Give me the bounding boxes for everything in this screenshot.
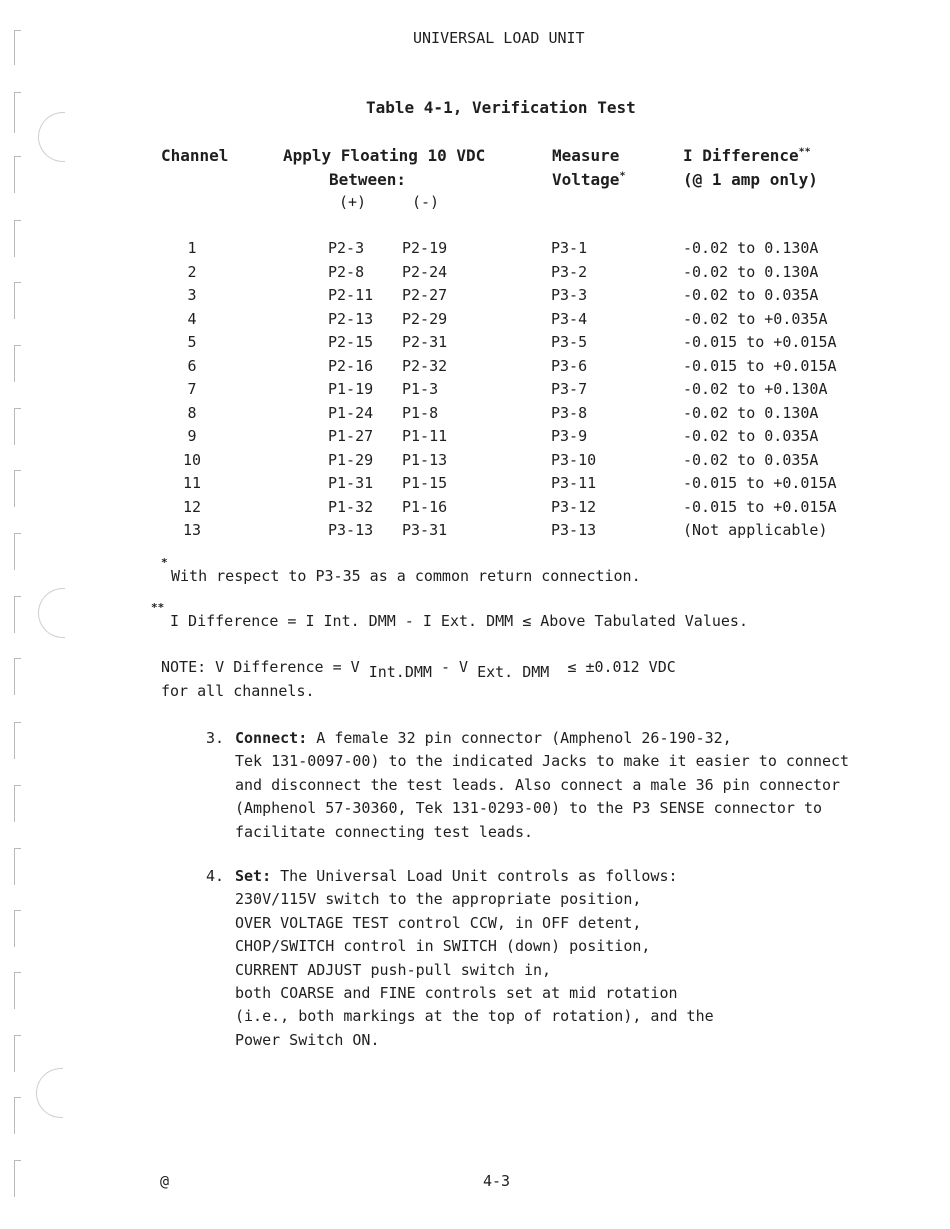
- cell-idiff-range: (Not applicable): [683, 521, 828, 539]
- cell-channel: 2: [187, 262, 197, 281]
- cell-minus-pin: P1-11: [402, 427, 448, 445]
- cell-minus-pin: P2-27: [402, 286, 448, 304]
- cell-idiff-range: -0.02 to 0.035A: [683, 450, 819, 469]
- cell-channel: 1: [187, 239, 197, 257]
- cell-plus-pin: P2-13: [328, 309, 374, 328]
- step-text: A female 32 pin connector (Amphenol 26-190-32,: [307, 729, 732, 747]
- cell-plus-pin: P3-13: [328, 521, 374, 539]
- page-header: UNIVERSAL LOAD UNIT: [413, 29, 585, 47]
- step-line: (i.e., both markings at the top of rotation), and the: [235, 1007, 714, 1026]
- cell-idiff-range: -0.02 to +0.035A: [683, 309, 828, 328]
- less-equal-symbol: ≤: [567, 658, 577, 676]
- cell-idiff-range: -0.02 to 0.130A: [683, 403, 819, 422]
- binder-mark: [14, 972, 21, 1009]
- cell-measure-pin: P3-4: [551, 309, 588, 328]
- page-number: 4-3: [483, 1172, 511, 1190]
- header-channel: Channel: [161, 146, 229, 165]
- footnote-double-text-a: I Difference = I Int. DMM - I Ext. DMM: [170, 612, 523, 630]
- cell-measure-pin: P3-10: [551, 450, 597, 469]
- cell-minus-pin: P2-31: [402, 333, 448, 351]
- measure-voltage-label: Voltage: [552, 170, 620, 189]
- less-equal-symbol: ≤: [522, 612, 532, 630]
- cell-idiff-range: -0.015 to +0.015A: [683, 333, 837, 351]
- cell-measure-pin: P3-11: [551, 474, 597, 492]
- header-measure-line2: [552, 170, 625, 189]
- cell-channel: 5: [187, 333, 197, 351]
- binder-mark: [14, 156, 21, 193]
- step-line: facilitate connecting test leads.: [235, 822, 534, 841]
- footnote-single-text: With respect to P3-35 as a common return connection.: [171, 567, 641, 585]
- header-minus: (-): [412, 193, 440, 211]
- note-sub-int: Int.DMM: [368, 663, 432, 681]
- cell-minus-pin: P2-32: [402, 356, 448, 375]
- cell-measure-pin: P3-3: [551, 286, 588, 304]
- step-line: Tek 131-0097-00) to the indicated Jacks to make it easier to connect: [235, 752, 850, 771]
- note-line1: [161, 658, 676, 681]
- cell-idiff-range: -0.02 to 0.130A: [683, 239, 819, 257]
- cell-plus-pin: P1-31: [328, 474, 374, 492]
- table-row: [0, 239, 950, 262]
- step-label: Set:: [235, 867, 272, 885]
- binder-mark: [14, 722, 21, 759]
- cell-idiff-range: -0.02 to +0.130A: [683, 380, 828, 398]
- cell-channel: 6: [187, 356, 197, 375]
- cell-channel: 3: [187, 286, 197, 304]
- cell-plus-pin: P1-29: [328, 450, 374, 469]
- step-number: 4.: [206, 867, 225, 885]
- cell-channel: 4: [187, 309, 197, 328]
- cell-idiff-range: -0.02 to 0.035A: [683, 427, 819, 445]
- binder-mark: [14, 910, 21, 947]
- note-text-c: ±0.012 VDC: [576, 658, 676, 676]
- cell-minus-pin: P2-29: [402, 309, 448, 328]
- cell-minus-pin: P1-16: [402, 497, 448, 516]
- footnote-single-mark: *: [161, 556, 168, 569]
- step-line: and disconnect the test leads. Also connect a male 36 pin connector: [235, 775, 841, 794]
- cell-plus-pin: P2-3: [328, 239, 365, 257]
- footer-symbol: @: [160, 1172, 170, 1190]
- cell-channel: 12: [182, 497, 202, 516]
- step-line: 230V/115V switch to the appropriate position,: [235, 890, 642, 909]
- header-idiff-line1: [683, 146, 811, 165]
- table-row: [0, 333, 950, 356]
- cell-minus-pin: P2-24: [402, 262, 448, 281]
- cell-minus-pin: P2-19: [402, 239, 448, 257]
- table-row: [0, 404, 950, 427]
- note-spacer: [549, 658, 567, 676]
- step-line: [235, 867, 678, 885]
- table-row: [0, 427, 950, 450]
- cell-idiff-range: -0.015 to +0.015A: [683, 356, 837, 375]
- step-text: The Universal Load Unit controls as follows:: [271, 867, 678, 885]
- step-label: Connect:: [235, 729, 308, 747]
- cell-plus-pin: P2-8: [328, 262, 365, 281]
- cell-idiff-range: -0.02 to 0.035A: [683, 286, 819, 304]
- cell-measure-pin: P3-13: [551, 521, 597, 539]
- step-line: [235, 729, 732, 747]
- cell-measure-pin: P3-5: [551, 333, 588, 351]
- cell-plus-pin: P1-32: [328, 497, 374, 516]
- header-idiff-line2: (@ 1 amp only): [683, 170, 818, 189]
- header-measure-line1: Measure: [552, 146, 620, 165]
- binder-mark: [14, 596, 21, 633]
- cell-channel: 10: [182, 450, 202, 469]
- footnote-double-text: [170, 612, 748, 630]
- header-plus: (+): [339, 193, 367, 211]
- table-row: [0, 521, 950, 544]
- step-line: CHOP/SWITCH control in SWITCH (down) position,: [235, 937, 651, 956]
- note-text-a: NOTE: V Difference = V: [161, 658, 369, 676]
- binder-mark: [14, 92, 21, 133]
- cell-minus-pin: P1-8: [402, 403, 439, 422]
- cell-plus-pin: P1-27: [328, 427, 374, 445]
- cell-minus-pin: P1-13: [402, 450, 448, 469]
- table-row: [0, 263, 950, 286]
- table-title: Table 4-1, Verification Test: [366, 98, 636, 117]
- table-row: [0, 380, 950, 403]
- cell-plus-pin: P1-19: [328, 380, 374, 398]
- cell-idiff-range: -0.015 to +0.015A: [683, 474, 837, 492]
- cell-channel: 9: [187, 427, 197, 445]
- cell-channel: 8: [187, 403, 197, 422]
- note-line2: for all channels.: [161, 682, 315, 700]
- binder-hole: [38, 588, 65, 638]
- footnote-mark-single: *: [619, 170, 626, 182]
- table-row: [0, 310, 950, 333]
- cell-measure-pin: P3-6: [551, 356, 588, 375]
- footnote-mark-double: **: [798, 146, 811, 158]
- cell-minus-pin: P1-3: [402, 380, 439, 398]
- cell-minus-pin: P3-31: [402, 521, 448, 539]
- header-apply-line2: Between:: [329, 170, 407, 189]
- step-line: (Amphenol 57-30360, Tek 131-0293-00) to the P3 SENSE connector to: [235, 799, 822, 818]
- cell-idiff-range: -0.015 to +0.015A: [683, 497, 837, 516]
- step-line: OVER VOLTAGE TEST control CCW, in OFF detent,: [235, 913, 642, 932]
- footnote-double-mark: **: [151, 601, 165, 614]
- cell-plus-pin: P1-24: [328, 403, 374, 422]
- note-sub-ext: Ext. DMM: [477, 663, 550, 681]
- binder-mark: [14, 785, 21, 822]
- binder-mark: [14, 1160, 21, 1197]
- table-row: [0, 451, 950, 474]
- binder-mark: [14, 658, 21, 695]
- cell-plus-pin: P2-16: [328, 356, 374, 375]
- step-line: CURRENT ADJUST push-pull switch in,: [235, 960, 552, 979]
- step-line: both COARSE and FINE controls set at mid rotation: [235, 984, 678, 1002]
- cell-measure-pin: P3-7: [551, 380, 588, 398]
- binder-mark: [14, 1097, 21, 1134]
- cell-channel: 13: [182, 521, 202, 539]
- cell-minus-pin: P1-15: [402, 474, 448, 492]
- step-number: 3.: [206, 729, 225, 747]
- cell-measure-pin: P3-2: [551, 262, 588, 281]
- binder-hole: [38, 112, 65, 162]
- cell-measure-pin: P3-1: [551, 239, 588, 257]
- table-row: [0, 474, 950, 497]
- cell-measure-pin: P3-9: [551, 427, 588, 445]
- note-text-b: - V: [431, 658, 478, 676]
- step-line: Power Switch ON.: [235, 1030, 380, 1049]
- table-row: [0, 286, 950, 309]
- cell-channel: 7: [187, 380, 197, 398]
- cell-channel: 11: [182, 474, 202, 492]
- binder-mark: [14, 848, 21, 885]
- header-apply-line1: Apply Floating 10 VDC: [283, 146, 486, 165]
- binder-mark: [14, 1035, 21, 1072]
- table-row: [0, 357, 950, 380]
- cell-plus-pin: P2-11: [328, 286, 374, 304]
- cell-idiff-range: -0.02 to 0.130A: [683, 262, 819, 281]
- cell-measure-pin: P3-12: [551, 497, 597, 516]
- cell-plus-pin: P2-15: [328, 333, 374, 351]
- cell-measure-pin: P3-8: [551, 403, 588, 422]
- footnote-double-text-b: Above Tabulated Values.: [531, 612, 748, 630]
- binder-mark: [14, 30, 21, 65]
- binder-hole: [36, 1068, 63, 1118]
- table-row: [0, 498, 950, 521]
- idiff-label: I Difference: [683, 146, 799, 165]
